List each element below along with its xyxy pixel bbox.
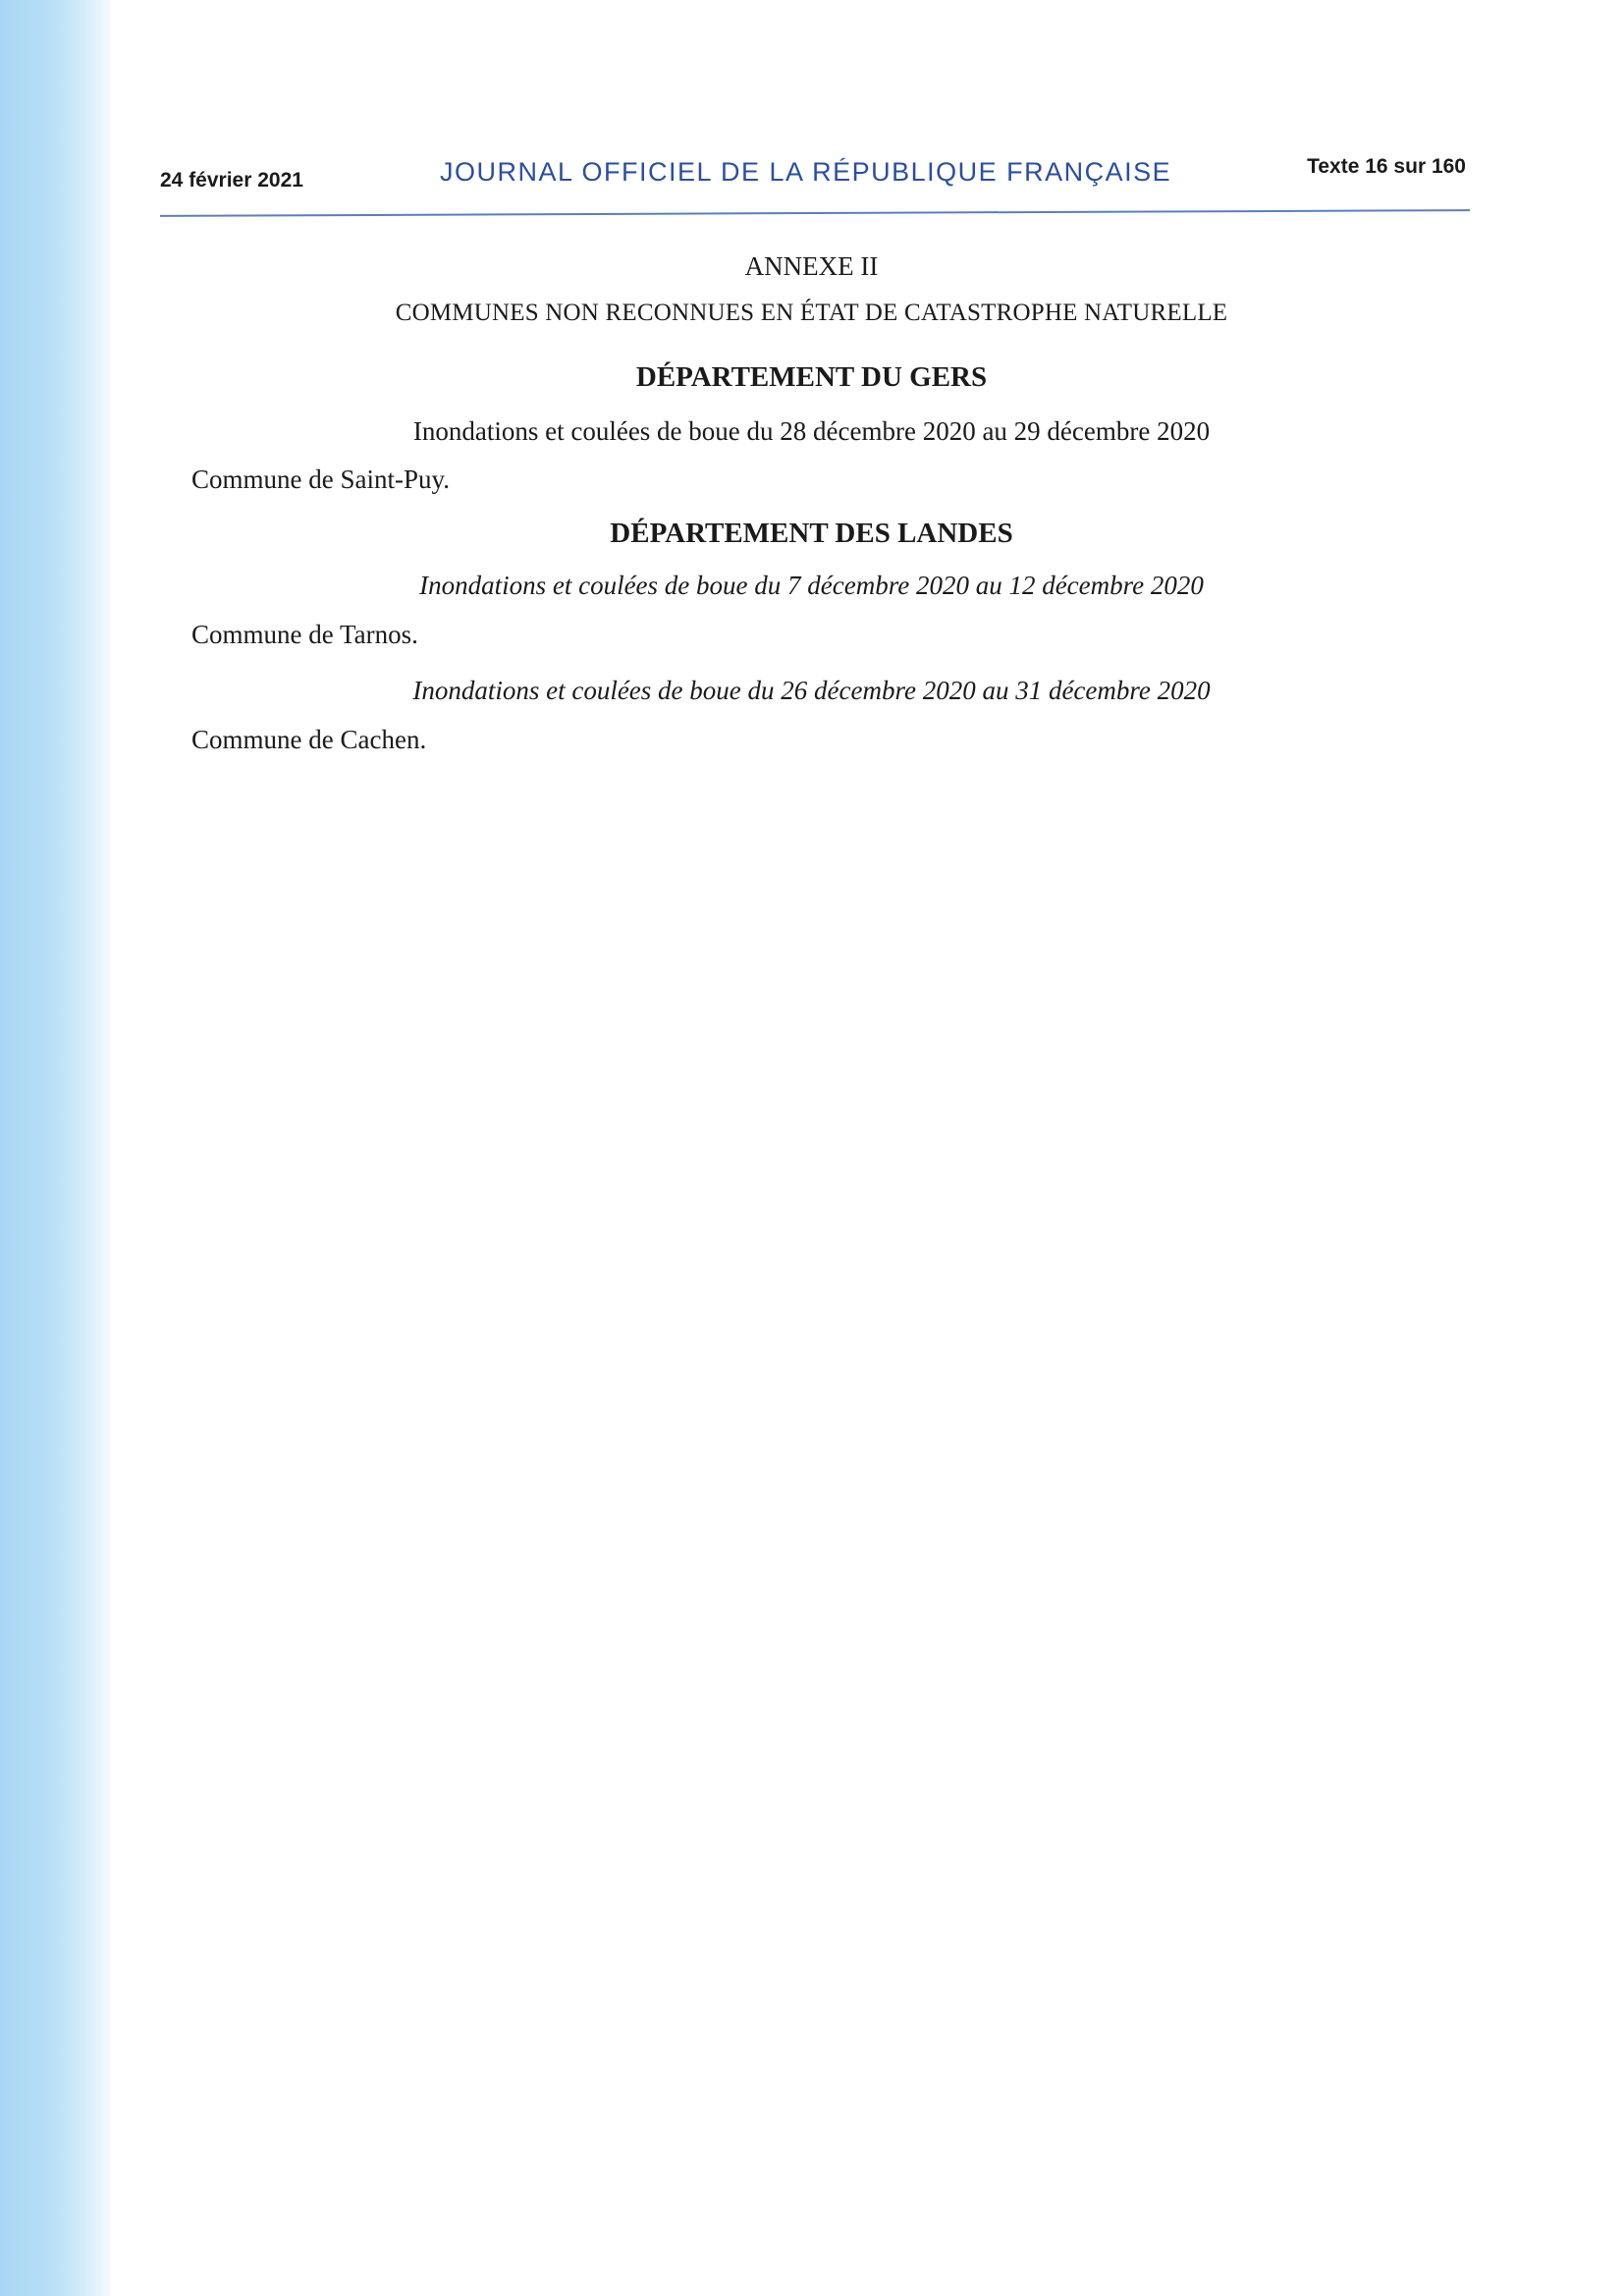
scan-edge-band — [0, 0, 110, 2296]
event-description: Inondations et coulées de boue du 7 décembre 2020 au 12 décembre 2020 — [419, 571, 1204, 600]
commune-entry: Commune de Cachen. — [191, 725, 427, 754]
event-description: Inondations et coulées de boue du 28 décembre 2020 au 29 décembre 2020 — [412, 416, 1211, 446]
commune-entry: Commune de Tarnos. — [191, 620, 418, 649]
publication-date: 24 février 2021 — [160, 169, 303, 191]
page-indicator: Texte 16 sur 160 — [1307, 155, 1466, 178]
event-description: Inondations et coulées de boue du 26 décembre 2020 au 31 décembre 2020 — [412, 676, 1211, 705]
commune-entry: Commune de Saint-Puy. — [191, 465, 450, 494]
header-divider — [160, 209, 1470, 217]
annex-subtitle: COMMUNES NON RECONNUES EN ÉTAT DE CATASTROPHE NATURELLE — [395, 300, 1228, 326]
journal-title: JOURNAL OFFICIEL DE LA RÉPUBLIQUE FRANÇAISE — [440, 157, 1172, 187]
page-header — [160, 155, 1466, 194]
department-heading: DÉPARTEMENT DU GERS — [635, 361, 988, 393]
annex-title: ANNEXE II — [744, 251, 879, 281]
department-heading: DÉPARTEMENT DES LANDES — [610, 518, 1013, 549]
